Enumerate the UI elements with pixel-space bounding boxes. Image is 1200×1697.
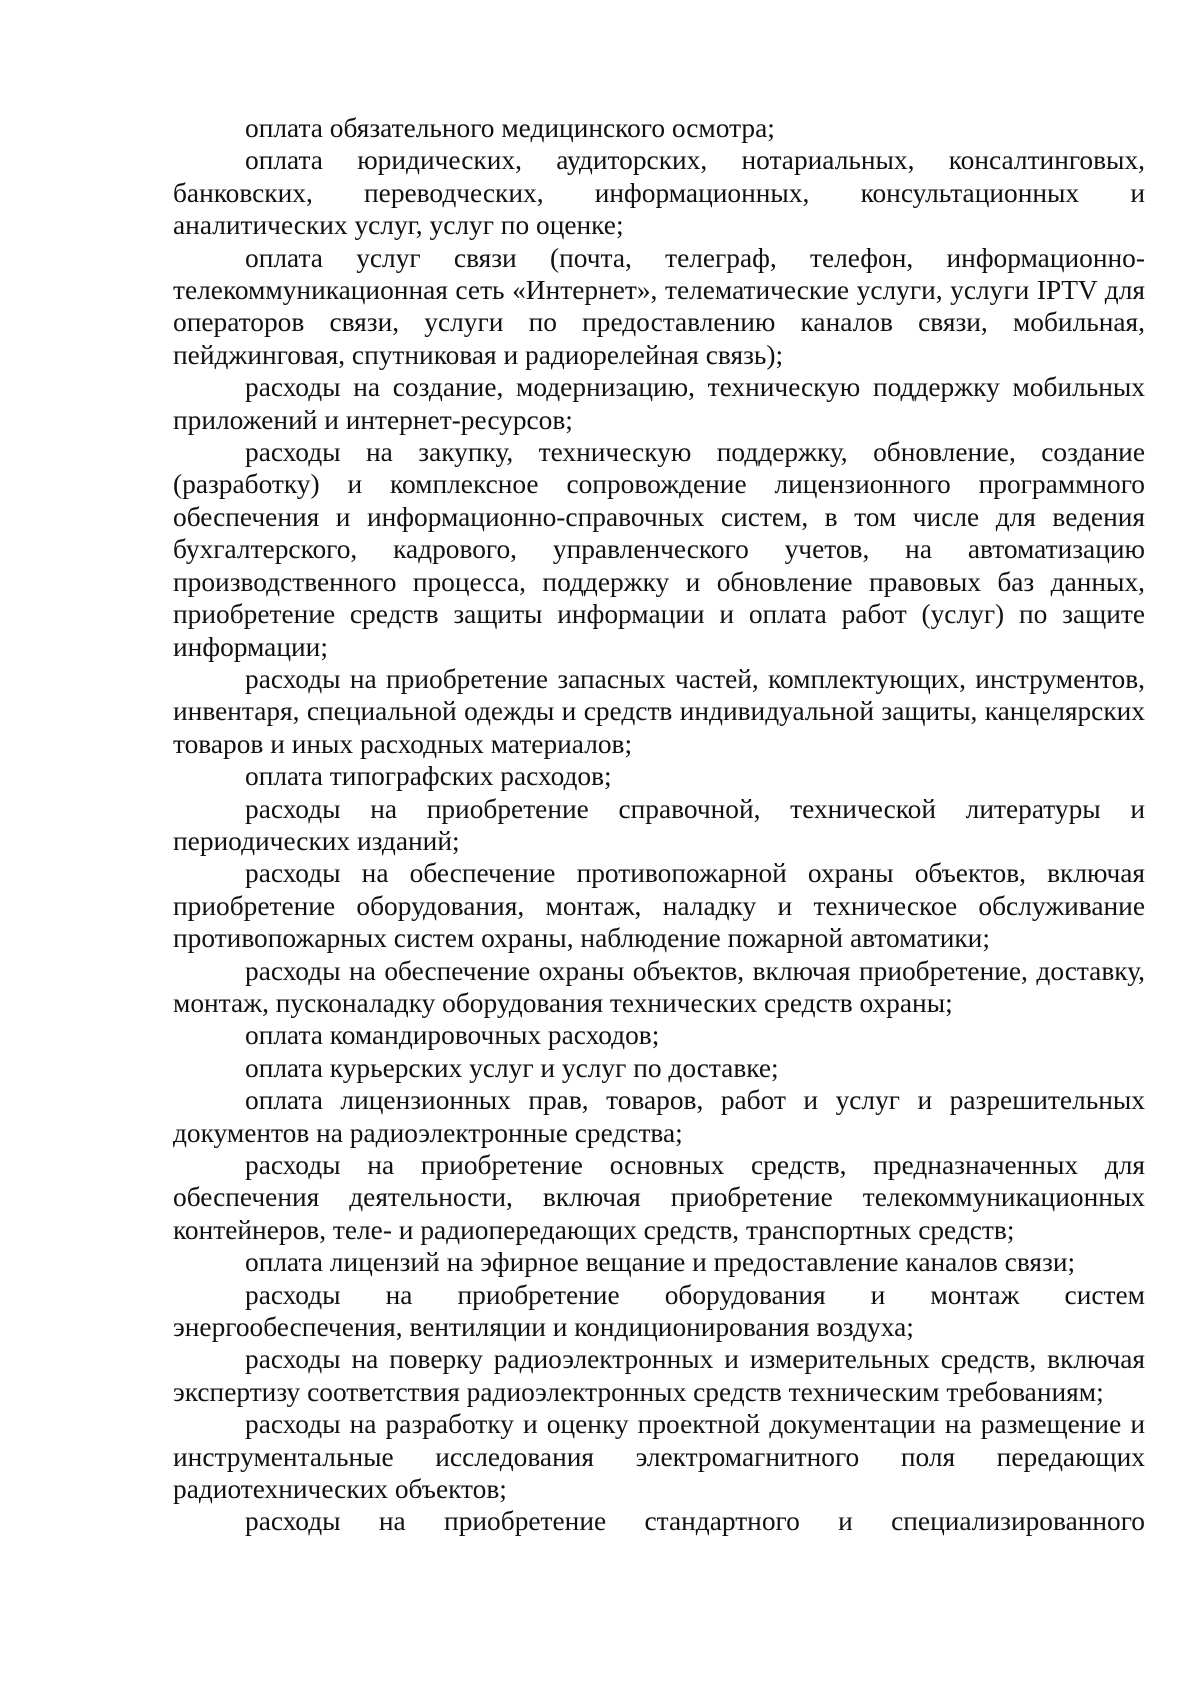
paragraph-printing: оплата типографских расходов; bbox=[245, 761, 612, 792]
paragraph-fixed-assets: расходы на приобретение основных средств, предназначенных для обеспечения деятельности, включая приобретение телекоммуникационных контейнеров, теле- и радиопередающих средств, транспортных средств; bbox=[173, 1150, 1145, 1245]
paragraph-legal-services: оплата юридических, аудиторских, нотариальных, консалтинговых, банковских, переводческих, информационных, консультационных и аналитических услуг, услуг по оценке; bbox=[173, 145, 1145, 241]
paragraph-spare-parts: расходы на приобретение запасных частей, комплектующих, инструментов, инвентаря, специальной одежды и средств индивидуальной защиты, канцелярских товаров и иных расходных материалов; bbox=[173, 663, 1145, 759]
document-body bbox=[173, 112, 1145, 1538]
paragraph-travel: оплата командировочных расходов; bbox=[245, 1020, 660, 1051]
paragraph-security: расходы на обеспечение охраны объектов, включая приобретение, доставку, монтаж, пусконаладку оборудования технических средств охраны; bbox=[173, 955, 1145, 1018]
paragraph-mobile-apps: расходы на создание, модернизацию, техническую поддержку мобильных приложений и интернет-ресурсов; bbox=[173, 372, 1145, 435]
paragraph-literature: расходы на приобретение справочной, технической литературы и периодических изданий; bbox=[173, 793, 1145, 856]
paragraph-verification: расходы на поверку радиоэлектронных и измерительных средств, включая экспертизу соответствия радиоэлектронных средств техническим требованиям; bbox=[173, 1344, 1145, 1407]
paragraph-communication-services: оплата услуг связи (почта, телеграф, телефон, информационно-телекоммуникационная сеть «Интернет», телематические услуги, услуги IPTV для операторов связи, услуги по предоставлению каналов связи, мобильная, пейджинговая, спутниковая и радиорелейная связь); bbox=[173, 242, 1145, 370]
paragraph-medical-exam: оплата обязательного медицинского осмотра; bbox=[245, 113, 775, 143]
paragraph-power-ventilation: расходы на приобретение оборудования и монтаж систем энергообеспечения, вентиляции и кондиционирования воздуха; bbox=[173, 1279, 1145, 1343]
paragraph-fire-protection: расходы на обеспечение противопожарной охраны объектов, включая приобретение оборудования, монтаж, наладку и техническое обслуживание противопожарных систем охраны, наблюдение пожарной автоматики; bbox=[173, 858, 1145, 954]
paragraph-licenses-radio: оплата лицензионных прав, товаров, работ и услуг и разрешительных документов на радиоэлектронные средства; bbox=[173, 1085, 1145, 1148]
paragraph-broadcast-licenses: оплата лицензий на эфирное вещание и предоставление каналов связи; bbox=[245, 1247, 1076, 1278]
paragraph-standard-equipment: расходы на приобретение стандартного и специализированного bbox=[245, 1506, 1145, 1537]
paragraph-courier: оплата курьерских услуг и услуг по доставке; bbox=[245, 1052, 779, 1083]
paragraph-software: расходы на закупку, техническую поддержку, обновление, создание (разработку) и комплексное сопровождение лицензионного программного обеспечения и информационно-справочных систем, в том числе для ведения бухгалтерского, кадрового, управленческого учетов, на автоматизацию производственного процесса, поддержку и обновление правовых баз данных, приобретение средств защиты информации и оплата работ (услуг) по защите информации; bbox=[173, 437, 1145, 662]
paragraph-project-docs: расходы на разработку и оценку проектной документации на размещение и инструментальные исследования электромагнитного поля передающих радиотехнических объектов; bbox=[173, 1409, 1145, 1505]
